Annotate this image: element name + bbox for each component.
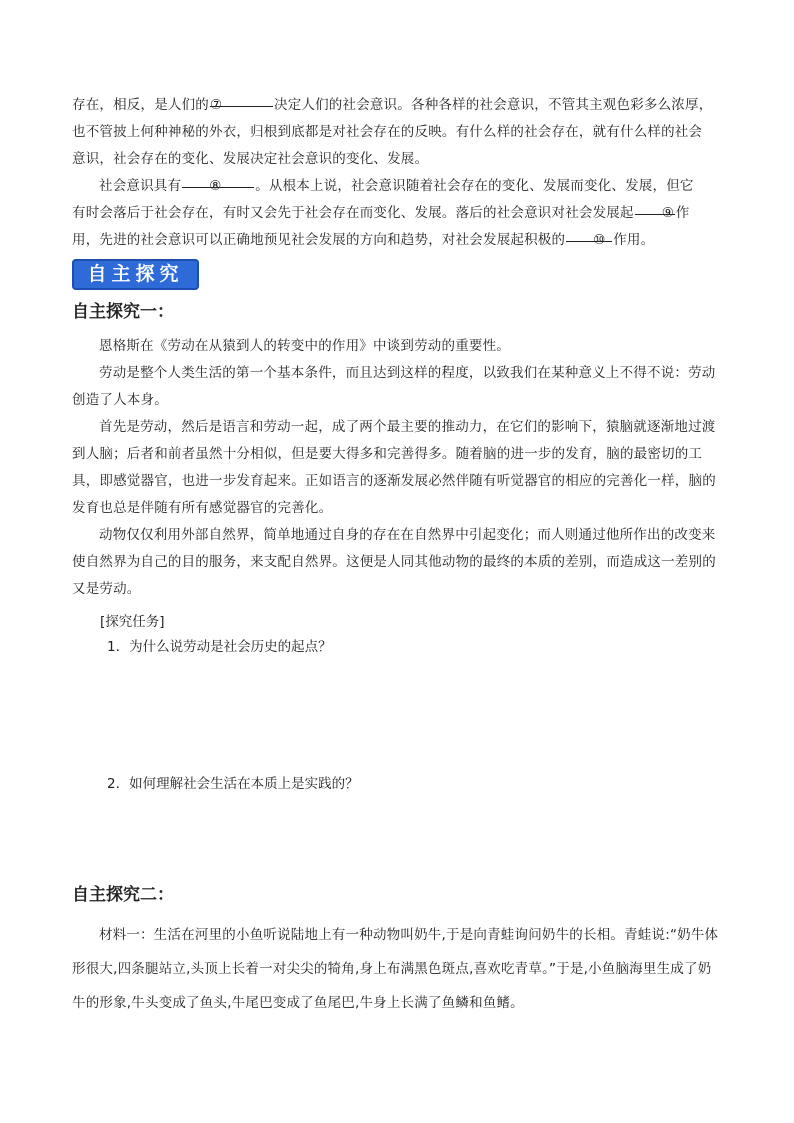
intro-text: 。从根本上说，社会意识随着社会存在的变化、发展而变化、发展，但它 <box>255 178 694 194</box>
s1-paragraph-3: 首先是劳动，然后是语言和劳动一起，成了两个最主要的推动力，在它们的影响下，猿脑就逐渐地过渡到人脑；后者和前者虽然十分相似，但是要大得多和完善得多。随着脑的进一步的发育，脑的最密切的工具，即感觉器官，也进一步发育起来。正如语言的逐渐发展必然伴随有听觉器官的相应的完善化一样，脑的发育也总是伴随有所有感觉器官的完善化。 <box>72 419 716 516</box>
s1-paragraph-4: 动物仅仅利用外部自然界，简单地通过自身的存在在自然界中引起变化；而人则通过他所作出的改变来使自然界为自己的目的服务，来支配自然界。这便是人同其他动物的最终的本质的差别，而造成这一差别的又是劳动。 <box>72 527 716 597</box>
intro-paragraph-2 <box>72 173 724 254</box>
intro-text: 存在，相反，是人们的 <box>72 97 209 113</box>
s1-paragraph-1: 恩格斯在《劳动在从猿到人的转变中的作用》中谈到劳动的重要性。 <box>99 338 510 354</box>
blank-10: ⑩ <box>566 227 612 242</box>
intro-paragraph-1 <box>72 92 724 173</box>
blank-7: ⑦ <box>210 92 273 107</box>
section-title-1: 自主探究一： <box>72 302 174 322</box>
intro-text: 社会意识具有 <box>99 178 182 194</box>
s1-paragraph-2: 劳动是整个人类生活的第一个基本条件，而且达到这样的程度，以致我们在某种意义上不得不说：劳动创造了人本身。 <box>72 365 716 408</box>
section-badge <box>72 259 199 290</box>
section-title-2: 自主探究二： <box>72 885 174 905</box>
intro-text: 作 <box>675 205 690 221</box>
intro-text: 意识，社会存在的变化、发展决定社会意识的变化、发展。 <box>72 151 429 167</box>
intro-text: 有时会落后于社会存在，有时又会先于社会存在而变化、发展。落后的社会意识对社会发展起 <box>72 205 634 221</box>
question-2: 2．如何理解社会生活在本质上是实践的？ <box>107 776 359 792</box>
s2-material-1: 材料一：生活在河里的小鱼听说陆地上有一种动物叫奶牛,于是向青蛙询问奶牛的长相。青蛙说:“奶牛体形很大,四条腿站立,头顶上长着一对尖尖的犄角,身上布满黑色斑点,喜欢吃青草。”于是,小鱼脑海里生成了奶牛的形象,牛头变成了鱼头,牛尾巴变成了鱼尾巴,牛身上长满了鱼鳞和鱼鳍。 <box>72 927 719 1011</box>
blank-9: ⑨ <box>635 200 675 215</box>
question-1: 1．为什么说劳动是社会历史的起点？ <box>107 639 332 655</box>
task-label: [探究任务] <box>100 614 165 630</box>
intro-text: 用，先进的社会意识可以正确地预见社会发展的方向和趋势，对社会发展起积极的 <box>72 232 566 248</box>
intro-text: 也不管披上何种神秘的外衣，归根到底都是对社会存在的反映。有什么样的社会存在，就有什么样的社会 <box>72 124 703 140</box>
section-badge-label: 自主探究 <box>87 263 184 285</box>
intro-text: 作用。 <box>613 232 655 248</box>
intro-text: 决定人们的社会意识。各种各样的社会意识，不管其主观色彩多么浓厚， <box>274 97 713 113</box>
blank-8: ⑧ <box>182 173 254 188</box>
